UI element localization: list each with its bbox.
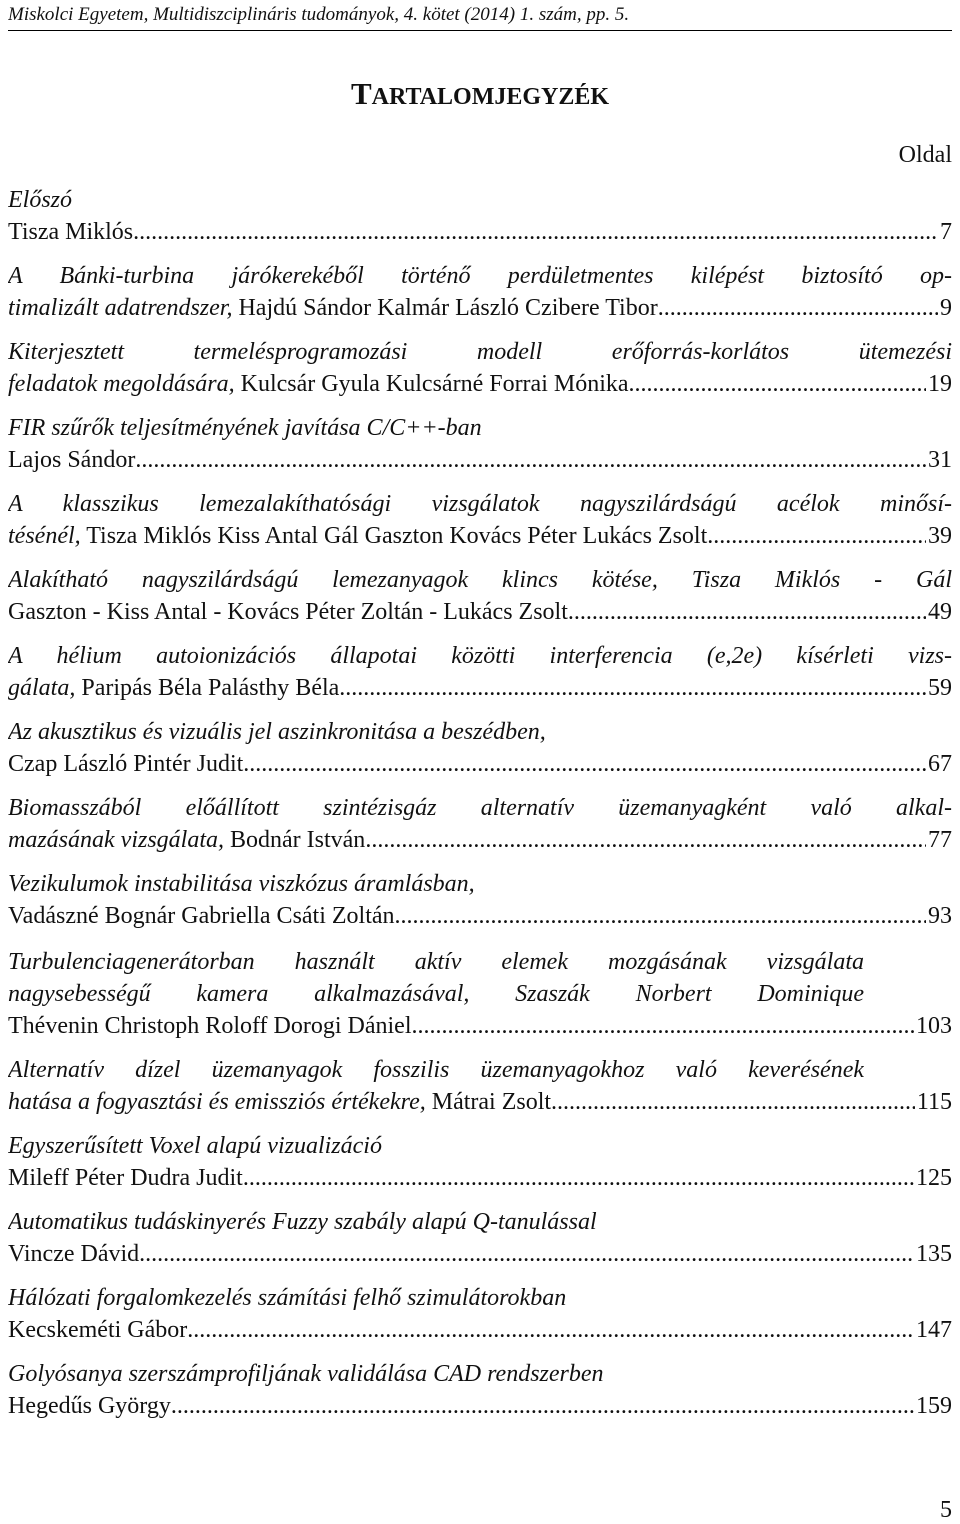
title-rest: ARTALOMJEGYZÉK xyxy=(371,84,610,110)
leader-dots xyxy=(171,1390,914,1422)
leader-dots xyxy=(707,520,926,552)
leader-dots xyxy=(365,824,926,856)
entry-author-line xyxy=(8,444,952,476)
entry-author-names: Kulcsár Gyula Kulcsárné Forrai Mónika xyxy=(234,371,629,397)
page-number: 5 xyxy=(940,1497,952,1523)
toc-entry-akusztikus[interactable] xyxy=(8,716,952,780)
entry-authors: Tisza Miklós xyxy=(8,219,134,245)
entry-title-tail: feladatok megoldására, xyxy=(8,371,235,397)
entry-author-line xyxy=(8,292,952,324)
entry-authors: Kecskeméti Gábor xyxy=(8,1317,188,1343)
entry-authors xyxy=(8,292,658,324)
entry-author-names: Hajdú Sándor Kalmár László Czibere Tibor xyxy=(232,295,658,321)
entry-authors xyxy=(8,1086,551,1118)
leader-dots xyxy=(551,1086,915,1118)
entry-author-line xyxy=(8,1086,952,1118)
entry-title: Hálózati forgalomkezelés számítási felhő szimulátorokban xyxy=(8,1285,567,1311)
entry-author-line xyxy=(8,1238,952,1270)
entry-page: 159 xyxy=(916,1393,952,1419)
entry-author-names: Mátrai Zsolt xyxy=(425,1089,552,1115)
entry-title-line-2: nagysebességű kamera alkalmazásával, Szaszák Norbert Dominique xyxy=(8,981,864,1007)
entry-title: Kiterjesztett termelésprogramozási modell erőforrás-korlátos ütemezési xyxy=(8,339,952,365)
leader-dots xyxy=(412,1010,915,1042)
entry-author-line xyxy=(8,748,952,780)
entry-authors: Gaszton - Kiss Antal - Kovács Péter Zoltán - Lukács Zsolt xyxy=(8,599,568,625)
leader-dots xyxy=(133,216,938,248)
toc-entry-banki-turbina[interactable] xyxy=(8,260,952,324)
entry-page: 9 xyxy=(940,295,952,321)
entry-author-line xyxy=(8,1010,952,1042)
entry-authors xyxy=(8,672,339,704)
entry-title-tail: timalizált adatrendszer, xyxy=(8,295,233,321)
entry-authors: Thévenin Christoph Roloff Dorogi Dániel xyxy=(8,1013,412,1039)
entry-title: Biomasszából előállított szintézisgáz alternatív üzemanyagként való alkal- xyxy=(8,795,952,821)
entry-title: Alakítható nagyszilárdságú lemezanyagok klincs kötése, Tisza Miklós - Gál xyxy=(8,567,952,593)
entry-author-names: Tisza Miklós Kiss Antal Gál Gaszton Kovács Péter Lukács Zsolt xyxy=(80,523,708,549)
toc-entry-halozati[interactable] xyxy=(8,1282,952,1346)
leader-dots xyxy=(243,748,926,780)
entry-author-line xyxy=(8,824,952,856)
title-initial: T xyxy=(350,76,372,111)
entry-page: 135 xyxy=(916,1241,952,1267)
entry-page: 125 xyxy=(916,1165,952,1191)
toc-entry-turbulenciagenerator[interactable] xyxy=(8,946,952,1042)
entry-title: Egyszerűsített Voxel alapú vizualizáció xyxy=(8,1133,382,1159)
leader-dots xyxy=(339,672,926,704)
entry-page: 59 xyxy=(928,675,952,701)
entry-authors xyxy=(8,368,629,400)
leader-dots xyxy=(395,900,926,932)
entry-author-names: Paripás Béla Palásthy Béla xyxy=(75,675,340,701)
toc-entry-fuzzy[interactable] xyxy=(8,1206,952,1270)
entry-page: 7 xyxy=(940,219,952,245)
entry-title-tail: tésénél, xyxy=(8,523,81,549)
leader-dots xyxy=(187,1314,914,1346)
entry-author-line xyxy=(8,520,952,552)
toc-entry-klincs-kotes[interactable] xyxy=(8,564,952,628)
entry-author-line xyxy=(8,900,952,932)
toc-entry-dizel[interactable] xyxy=(8,1054,952,1118)
entry-author-line xyxy=(8,1162,952,1194)
entry-title: Előszó xyxy=(8,187,73,213)
entry-authors xyxy=(8,824,365,856)
entry-author-line xyxy=(8,1390,952,1422)
entry-title: A Bánki-turbina járókerekéből történő perdületmentes kilépést biztosító op- xyxy=(8,263,952,289)
entry-title: A klasszikus lemezalakíthatósági vizsgálatok nagyszilárdságú acélok minősí- xyxy=(8,491,952,517)
entry-author-line xyxy=(8,216,952,248)
leader-dots xyxy=(658,292,938,324)
entry-authors: Vadászné Bognár Gabriella Csáti Zoltán xyxy=(8,903,395,929)
toc-entry-termelesprogramozas[interactable] xyxy=(8,336,952,400)
running-header: Miskolci Egyetem, Multidiszciplináris tudományok, 4. kötet (2014) 1. szám, pp. 5. xyxy=(8,0,952,31)
entry-author-names: Bodnár István xyxy=(224,827,366,853)
entry-authors: Mileff Péter Dudra Judit xyxy=(8,1165,243,1191)
entry-title: FIR szűrők teljesítményének javítása C/C++-ban xyxy=(8,415,482,441)
entry-authors: Hegedűs György xyxy=(8,1393,171,1419)
entry-title-tail: gálata, xyxy=(8,675,76,701)
leader-dots xyxy=(243,1162,914,1194)
page-title xyxy=(0,76,960,115)
entry-title: A hélium autoionizációs állapotai közötti interferencia (e,2e) kísérleti vizs- xyxy=(8,643,952,669)
entry-author-line xyxy=(8,368,952,400)
toc-entry-biomassza[interactable] xyxy=(8,792,952,856)
entry-page: 77 xyxy=(928,827,952,853)
entry-title: Turbulenciagenerátorban használt aktív elemek mozgásának vizsgálata xyxy=(8,949,864,975)
entry-title: Az akusztikus és vizuális jel aszinkronitása a beszédben, xyxy=(8,719,546,745)
entry-page: 49 xyxy=(928,599,952,625)
entry-authors: Vincze Dávid xyxy=(8,1241,140,1267)
entry-page: 39 xyxy=(928,523,952,549)
entry-authors xyxy=(8,520,707,552)
toc-entry-fir-szurok[interactable] xyxy=(8,412,952,476)
entry-page: 103 xyxy=(916,1013,952,1039)
entry-title: Automatikus tudáskinyerés Fuzzy szabály alapú Q-tanulással xyxy=(8,1209,597,1235)
leader-dots xyxy=(139,1238,914,1270)
toc-entry-voxel[interactable] xyxy=(8,1130,952,1194)
entry-page: 93 xyxy=(928,903,952,929)
toc-entry-lemezalakithatosag[interactable] xyxy=(8,488,952,552)
entry-title-tail: mazásának vizsgálata, xyxy=(8,827,224,853)
entry-page: 31 xyxy=(928,447,952,473)
entry-author-line xyxy=(8,1314,952,1346)
entry-page: 115 xyxy=(916,1089,952,1115)
entry-author-line xyxy=(8,596,952,628)
toc-entry-vezikulumok[interactable] xyxy=(8,868,952,932)
leader-dots xyxy=(629,368,926,400)
entry-title-tail: hatása a fogyasztási és emissziós értékekre, xyxy=(8,1089,426,1115)
toc-entry-foreword[interactable] xyxy=(8,184,952,248)
entry-title: Golyósanya szerszámprofiljának validálása CAD rendszerben xyxy=(8,1361,604,1387)
leader-dots xyxy=(135,444,926,476)
entry-title: Alternatív dízel üzemanyagok fosszilis üzemanyagokhoz való keverésének xyxy=(8,1057,864,1083)
page-column-label: Oldal xyxy=(898,142,952,168)
entry-author-line xyxy=(8,672,952,704)
entry-authors: Lajos Sándor xyxy=(8,447,136,473)
toc-entry-helium[interactable] xyxy=(8,640,952,704)
entry-title: Vezikulumok instabilitása viszkózus áramlásban, xyxy=(8,871,475,897)
toc-entry-golyosanya[interactable] xyxy=(8,1358,952,1422)
entry-page: 147 xyxy=(916,1317,952,1343)
entry-page: 19 xyxy=(928,371,952,397)
entry-authors: Czap László Pintér Judit xyxy=(8,751,244,777)
entry-page: 67 xyxy=(928,751,952,777)
leader-dots xyxy=(568,596,926,628)
